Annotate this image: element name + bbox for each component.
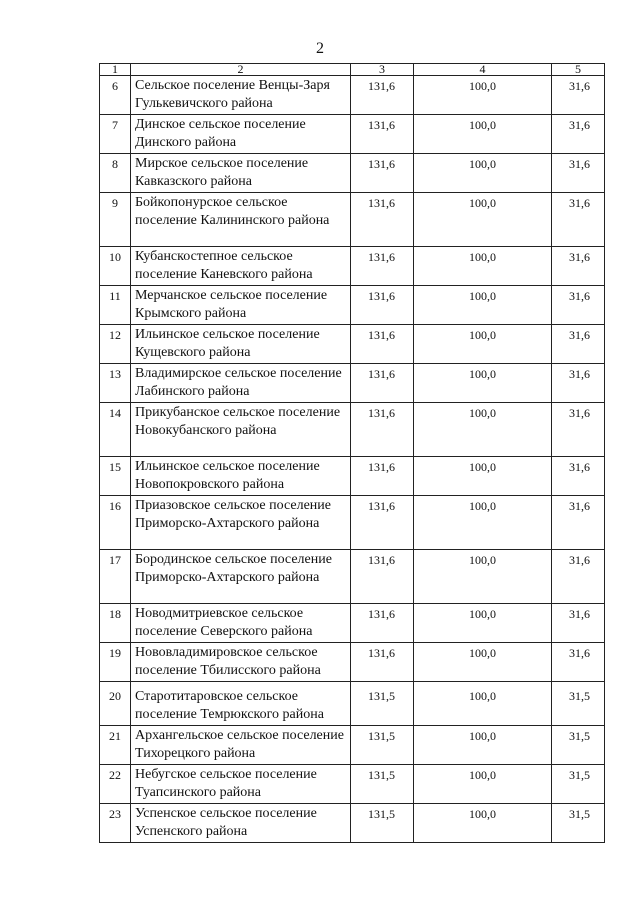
value-col5: 31,5 bbox=[552, 726, 605, 765]
settlement-name: Владимирское сельское поселение Лабинского района bbox=[131, 364, 351, 403]
table-row bbox=[100, 457, 605, 496]
table-row bbox=[100, 115, 605, 154]
table-row bbox=[100, 286, 605, 325]
table-row bbox=[100, 76, 605, 115]
value-col5: 31,6 bbox=[552, 76, 605, 115]
value-col4: 100,0 bbox=[414, 726, 552, 765]
row-number: 9 bbox=[100, 193, 131, 247]
table-row bbox=[100, 682, 605, 726]
settlement-name: Успенское сельское поселение Успенского района bbox=[131, 804, 351, 843]
table-row bbox=[100, 643, 605, 682]
value-col5: 31,6 bbox=[552, 550, 605, 604]
value-col4: 100,0 bbox=[414, 550, 552, 604]
row-number: 7 bbox=[100, 115, 131, 154]
settlement-name: Ильинское сельское поселение Новопокровского района bbox=[131, 457, 351, 496]
value-col5: 31,6 bbox=[552, 193, 605, 247]
value-col3: 131,6 bbox=[351, 457, 414, 496]
settlement-name: Архангельское сельское поселение Тихорецкого района bbox=[131, 726, 351, 765]
value-col3: 131,6 bbox=[351, 115, 414, 154]
table-row bbox=[100, 247, 605, 286]
row-number: 8 bbox=[100, 154, 131, 193]
settlement-name: Бойкопонурское сельское поселение Калининского района bbox=[131, 193, 351, 247]
table-row bbox=[100, 496, 605, 550]
row-number: 19 bbox=[100, 643, 131, 682]
value-col4: 100,0 bbox=[414, 496, 552, 550]
value-col3: 131,6 bbox=[351, 496, 414, 550]
value-col3: 131,6 bbox=[351, 247, 414, 286]
value-col5: 31,5 bbox=[552, 765, 605, 804]
column-header: 2 bbox=[131, 64, 351, 76]
row-number: 23 bbox=[100, 804, 131, 843]
value-col5: 31,6 bbox=[552, 364, 605, 403]
value-col5: 31,5 bbox=[552, 804, 605, 843]
table-row bbox=[100, 726, 605, 765]
table-row bbox=[100, 804, 605, 843]
value-col5: 31,6 bbox=[552, 604, 605, 643]
settlement-name: Ильинское сельское поселение Кущевского района bbox=[131, 325, 351, 364]
row-number: 14 bbox=[100, 403, 131, 457]
row-number: 17 bbox=[100, 550, 131, 604]
table-row bbox=[100, 765, 605, 804]
value-col4: 100,0 bbox=[414, 804, 552, 843]
value-col4: 100,0 bbox=[414, 643, 552, 682]
row-number: 10 bbox=[100, 247, 131, 286]
settlement-name: Бородинское сельское поселение Приморско-Ахтарского района bbox=[131, 550, 351, 604]
column-header: 5 bbox=[552, 64, 605, 76]
value-col4: 100,0 bbox=[414, 154, 552, 193]
value-col4: 100,0 bbox=[414, 325, 552, 364]
settlement-name: Новодмитриевское сельское поселение Северского района bbox=[131, 604, 351, 643]
value-col3: 131,6 bbox=[351, 286, 414, 325]
value-col3: 131,5 bbox=[351, 765, 414, 804]
value-col3: 131,6 bbox=[351, 193, 414, 247]
value-col3: 131,6 bbox=[351, 403, 414, 457]
value-col4: 100,0 bbox=[414, 193, 552, 247]
value-col4: 100,0 bbox=[414, 247, 552, 286]
value-col3: 131,5 bbox=[351, 726, 414, 765]
value-col5: 31,6 bbox=[552, 115, 605, 154]
value-col4: 100,0 bbox=[414, 364, 552, 403]
settlement-name: Динское сельское поселение Динского района bbox=[131, 115, 351, 154]
value-col3: 131,5 bbox=[351, 804, 414, 843]
settlement-name: Небугское сельское поселение Туапсинского района bbox=[131, 765, 351, 804]
value-col3: 131,5 bbox=[351, 682, 414, 726]
settlement-name: Мирское сельское поселение Кавказского района bbox=[131, 154, 351, 193]
settlement-name: Сельское поселение Венцы-Заря Гулькевичского района bbox=[131, 76, 351, 115]
value-col3: 131,6 bbox=[351, 550, 414, 604]
value-col4: 100,0 bbox=[414, 403, 552, 457]
value-col5: 31,6 bbox=[552, 496, 605, 550]
value-col5: 31,6 bbox=[552, 457, 605, 496]
value-col4: 100,0 bbox=[414, 765, 552, 804]
value-col4: 100,0 bbox=[414, 286, 552, 325]
row-number: 16 bbox=[100, 496, 131, 550]
value-col5: 31,6 bbox=[552, 247, 605, 286]
value-col5: 31,5 bbox=[552, 682, 605, 726]
value-col3: 131,6 bbox=[351, 154, 414, 193]
value-col5: 31,6 bbox=[552, 643, 605, 682]
value-col3: 131,6 bbox=[351, 643, 414, 682]
row-number: 22 bbox=[100, 765, 131, 804]
column-header: 1 bbox=[100, 64, 131, 76]
table-row bbox=[100, 325, 605, 364]
settlement-name: Нововладимировское сельское поселение Тбилисского района bbox=[131, 643, 351, 682]
value-col5: 31,6 bbox=[552, 403, 605, 457]
value-col4: 100,0 bbox=[414, 457, 552, 496]
value-col4: 100,0 bbox=[414, 76, 552, 115]
row-number: 21 bbox=[100, 726, 131, 765]
column-header: 3 bbox=[351, 64, 414, 76]
table-header-row bbox=[100, 64, 605, 76]
row-number: 20 bbox=[100, 682, 131, 726]
settlement-name: Приазовское сельское поселение Приморско-Ахтарского района bbox=[131, 496, 351, 550]
value-col3: 131,6 bbox=[351, 364, 414, 403]
table-row bbox=[100, 193, 605, 247]
table-row bbox=[100, 154, 605, 193]
value-col3: 131,6 bbox=[351, 604, 414, 643]
settlement-name: Мерчанское сельское поселение Крымского района bbox=[131, 286, 351, 325]
row-number: 6 bbox=[100, 76, 131, 115]
value-col3: 131,6 bbox=[351, 325, 414, 364]
settlement-name: Прикубанское сельское поселение Новокубанского района bbox=[131, 403, 351, 457]
value-col5: 31,6 bbox=[552, 154, 605, 193]
value-col4: 100,0 bbox=[414, 682, 552, 726]
data-table bbox=[99, 63, 605, 843]
value-col3: 131,6 bbox=[351, 76, 414, 115]
table-row bbox=[100, 364, 605, 403]
row-number: 18 bbox=[100, 604, 131, 643]
value-col4: 100,0 bbox=[414, 604, 552, 643]
column-header: 4 bbox=[414, 64, 552, 76]
page-number: 2 bbox=[316, 40, 324, 57]
settlement-name: Кубанскостепное сельское поселение Каневского района bbox=[131, 247, 351, 286]
value-col5: 31,6 bbox=[552, 325, 605, 364]
table-row bbox=[100, 403, 605, 457]
row-number: 15 bbox=[100, 457, 131, 496]
settlement-name: Старотитаровское сельское поселение Темрюкского района bbox=[131, 682, 351, 726]
table-row bbox=[100, 550, 605, 604]
row-number: 12 bbox=[100, 325, 131, 364]
table-row bbox=[100, 604, 605, 643]
value-col5: 31,6 bbox=[552, 286, 605, 325]
row-number: 13 bbox=[100, 364, 131, 403]
row-number: 11 bbox=[100, 286, 131, 325]
value-col4: 100,0 bbox=[414, 115, 552, 154]
